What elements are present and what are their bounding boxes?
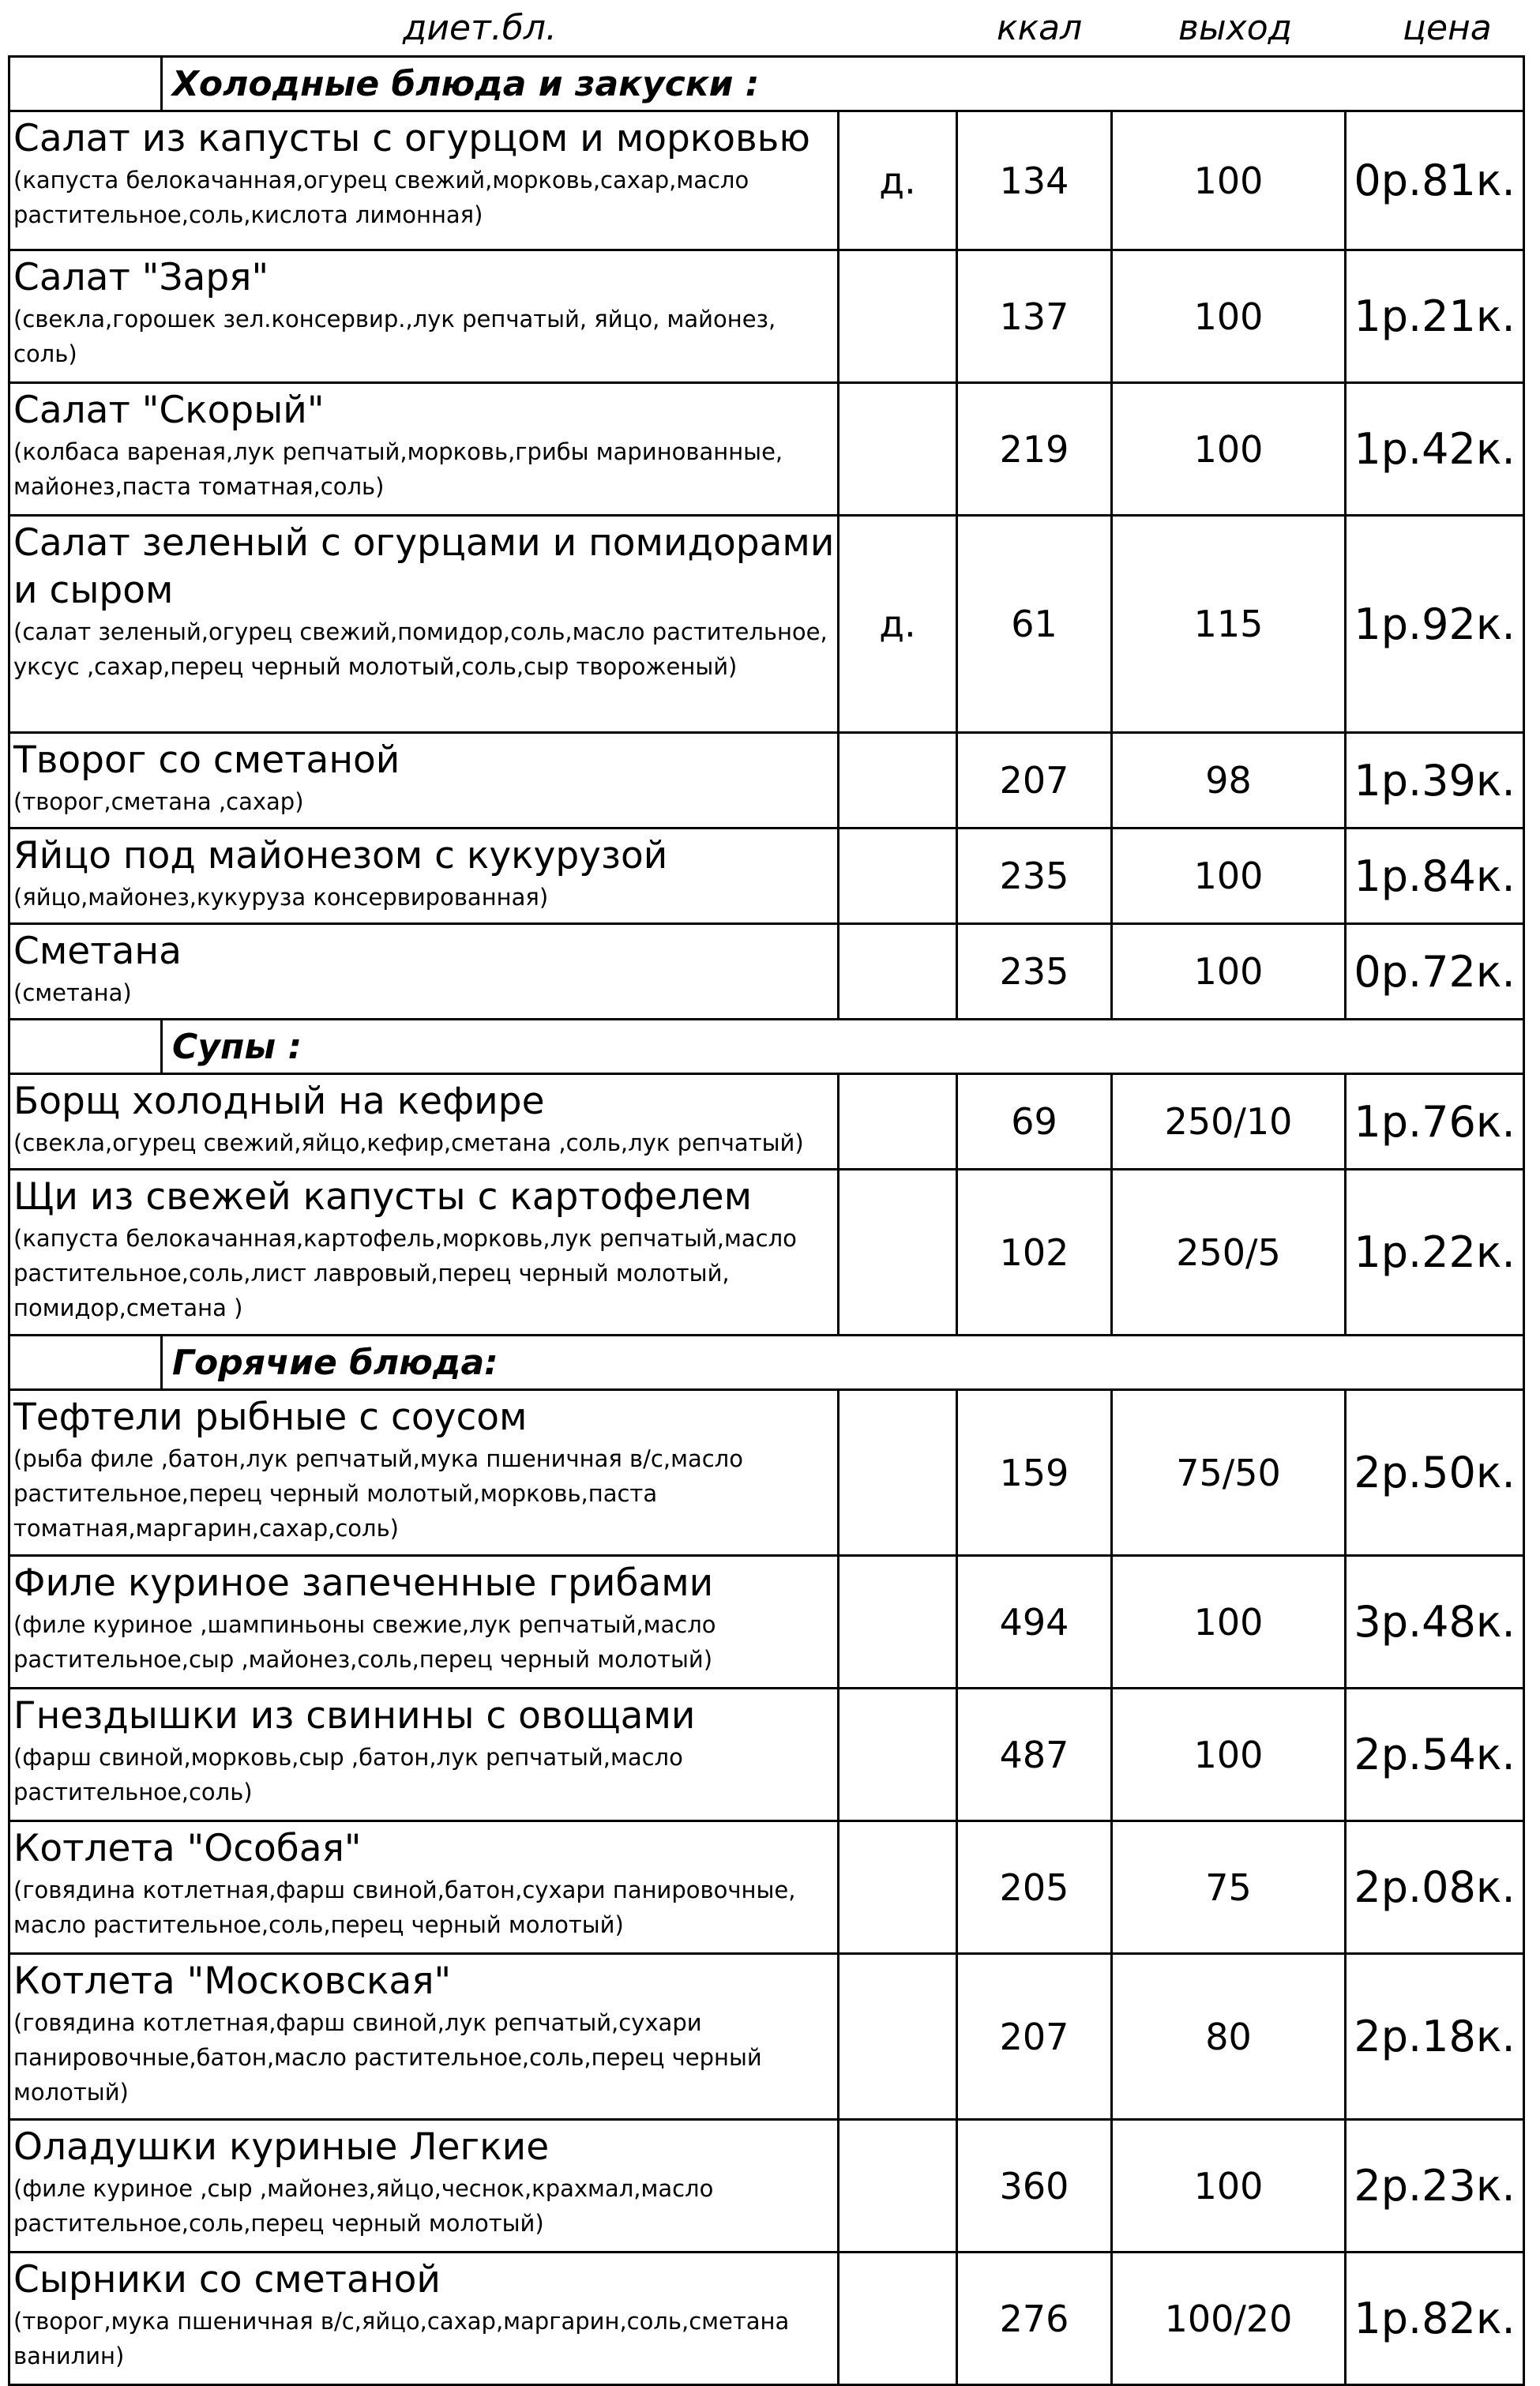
price-cell: 1р.84к. <box>1346 829 1524 924</box>
dish-cell <box>9 1074 839 1170</box>
dish-cell <box>9 1170 839 1336</box>
diet-cell <box>839 1074 957 1170</box>
dish-cell <box>9 733 839 829</box>
kcal-cell: 205 <box>957 1821 1112 1954</box>
diet-cell: д. <box>839 111 957 250</box>
dish-name: Щи из свежей капусты с картофелем <box>13 1175 753 1219</box>
section-row <box>9 57 1524 111</box>
dish-cell <box>9 1689 839 1821</box>
diet-cell <box>839 2120 957 2253</box>
diet-cell <box>839 733 957 829</box>
output-cell: 100 <box>1112 924 1346 1020</box>
diet-cell <box>839 383 957 516</box>
kcal-cell: 61 <box>957 516 1112 733</box>
output-cell: 100 <box>1112 250 1346 383</box>
section-row <box>9 1020 1524 1074</box>
menu-item-row <box>9 1074 1524 1170</box>
kcal-cell: 207 <box>957 733 1112 829</box>
output-cell: 100 <box>1112 829 1346 924</box>
output-cell: 100 <box>1112 383 1346 516</box>
menu-item-row <box>9 111 1524 250</box>
dish-cell <box>9 516 839 733</box>
kcal-cell: 134 <box>957 111 1112 250</box>
dish-cell <box>9 829 839 924</box>
dish-ingredients: (говядина котлетная,фарш свиной,батон,сухари панировочные, масло растительное,соль,перец черный молотый) <box>13 1877 796 1938</box>
dish-name: Салат "Скорый" <box>13 389 325 432</box>
price-cell: 1р.42к. <box>1346 383 1524 516</box>
output-cell: 100 <box>1112 2120 1346 2253</box>
dish-name: Оладушки куриные Легкие <box>13 2125 550 2169</box>
menu-item-row <box>9 829 1524 924</box>
dish-name: Филе куриное запеченные грибами <box>13 1561 714 1605</box>
dish-cell <box>9 1390 839 1556</box>
diet-cell <box>839 1170 957 1336</box>
dish-ingredients: (филе куриное ,шампиньоны свежие,лук репчатый,масло растительное,сыр ,майонез,соль,перец черный молотый) <box>13 1611 716 1673</box>
dish-cell <box>9 2120 839 2253</box>
dish-ingredients: (филе куриное ,сыр ,майонез,яйцо,чеснок,крахмал,масло растительное,соль,перец черный молотый) <box>13 2175 714 2237</box>
dish-cell <box>9 1556 839 1689</box>
output-cell: 98 <box>1112 733 1346 829</box>
header-kcal: ккал <box>997 8 1083 48</box>
price-cell: 1р.76к. <box>1346 1074 1524 1170</box>
kcal-cell: 235 <box>957 924 1112 1020</box>
price-cell: 2р.50к. <box>1346 1390 1524 1556</box>
diet-cell <box>839 1954 957 2120</box>
dish-cell <box>9 2253 839 2385</box>
menu-item-row <box>9 1390 1524 1556</box>
dish-cell <box>9 383 839 516</box>
output-cell: 100 <box>1112 111 1346 250</box>
dish-ingredients: (говядина котлетная,фарш свиной,лук репчатый,сухари панировочные,батон,масло растительное,соль,перец черный молотый) <box>13 2009 762 2106</box>
diet-cell <box>839 1821 957 1954</box>
dish-name: Гнездышки из свинины с овощами <box>13 1694 696 1738</box>
dish-ingredients: (капуста белокачанная,картофель,морковь,лук репчатый,масло растительное,соль,лист лавровый,перец черный молотый, помидор,сметана ) <box>13 1225 797 1321</box>
output-cell: 115 <box>1112 516 1346 733</box>
diet-cell <box>839 1689 957 1821</box>
price-cell: 0р.72к. <box>1346 924 1524 1020</box>
kcal-cell: 235 <box>957 829 1112 924</box>
menu-item-row <box>9 383 1524 516</box>
dish-cell <box>9 1821 839 1954</box>
output-cell: 100 <box>1112 1556 1346 1689</box>
dish-name: Борщ холодный на кефире <box>13 1080 545 1123</box>
dish-name: Салат "Заря" <box>13 256 269 299</box>
dish-cell <box>9 111 839 250</box>
diet-cell <box>839 924 957 1020</box>
dish-ingredients: (яйцо,майонез,кукуруза консервированная) <box>13 884 549 911</box>
dish-cell <box>9 1954 839 2120</box>
kcal-cell: 219 <box>957 383 1112 516</box>
price-cell: 2р.08к. <box>1346 1821 1524 1954</box>
menu-item-row <box>9 1954 1524 2120</box>
price-cell: 2р.54к. <box>1346 1689 1524 1821</box>
dish-ingredients: (рыба филе ,батон,лук репчатый,мука пшеничная в/с,масло растительное,перец черный молотый,морковь,паста томатная,маргарин,сахар,соль) <box>13 1445 743 1542</box>
kcal-cell: 137 <box>957 250 1112 383</box>
output-cell: 100/20 <box>1112 2253 1346 2385</box>
kcal-cell: 159 <box>957 1390 1112 1556</box>
diet-cell <box>839 829 957 924</box>
kcal-cell: 207 <box>957 1954 1112 2120</box>
kcal-cell: 494 <box>957 1556 1112 1689</box>
menu-item-row <box>9 733 1524 829</box>
price-cell: 2р.18к. <box>1346 1954 1524 2120</box>
kcal-cell: 360 <box>957 2120 1112 2253</box>
output-cell: 75 <box>1112 1821 1346 1954</box>
section-row <box>9 1336 1524 1390</box>
price-cell: 0р.81к. <box>1346 111 1524 250</box>
header-price: цена <box>1403 8 1492 48</box>
dish-ingredients: (колбаса вареная,лук репчатый,морковь,грибы маринованные, майонез,паста томатная,соль) <box>13 438 783 500</box>
dish-ingredients: (творог,мука пшеничная в/с,яйцо,сахар,маргарин,соль,сметана ванилин) <box>13 2308 790 2369</box>
menu-item-row <box>9 516 1524 733</box>
dish-name: Тефтели рыбные с соусом <box>13 1396 528 1439</box>
dish-ingredients: (сметана) <box>13 979 132 1006</box>
kcal-cell: 102 <box>957 1170 1112 1336</box>
menu-item-row <box>9 2253 1524 2385</box>
header-diet: диет.бл. <box>403 8 557 48</box>
menu-item-row <box>9 924 1524 1020</box>
diet-cell <box>839 250 957 383</box>
dish-ingredients: (свекла,горошек зел.консервир.,лук репчатый, яйцо, майонез, соль) <box>13 306 776 367</box>
dish-ingredients: (свекла,огурец свежий,яйцо,кефир,сметана ,соль,лук репчатый) <box>13 1129 804 1156</box>
price-cell: 2р.23к. <box>1346 2120 1524 2253</box>
price-cell: 1р.92к. <box>1346 516 1524 733</box>
output-cell: 250/10 <box>1112 1074 1346 1170</box>
diet-cell <box>839 2253 957 2385</box>
kcal-cell: 276 <box>957 2253 1112 2385</box>
menu-item-row <box>9 1821 1524 1954</box>
menu-table <box>8 55 1525 2386</box>
section-title: Холодные блюда и закуски : <box>172 63 760 104</box>
output-cell: 250/5 <box>1112 1170 1346 1336</box>
dish-ingredients: (творог,сметана ,сахар) <box>13 788 304 815</box>
dish-cell <box>9 250 839 383</box>
price-cell: 1р.82к. <box>1346 2253 1524 2385</box>
dish-name: Котлета "Московская" <box>13 1960 452 2003</box>
dish-name: Котлета "Особая" <box>13 1827 362 1870</box>
dish-name: Творог со сметаной <box>13 738 400 782</box>
price-cell: 1р.22к. <box>1346 1170 1524 1336</box>
menu-item-row <box>9 1170 1524 1336</box>
menu-item-row <box>9 2120 1524 2253</box>
diet-cell <box>839 1556 957 1689</box>
column-headers <box>0 0 1540 55</box>
menu-item-row <box>9 250 1524 383</box>
dish-ingredients: (салат зеленый,огурец свежий,помидор,соль,масло растительное, уксус ,сахар,перец черный молотый,соль,сыр твороженый) <box>13 618 828 680</box>
menu-item-row <box>9 1689 1524 1821</box>
dish-cell <box>9 924 839 1020</box>
output-cell: 75/50 <box>1112 1390 1346 1556</box>
header-output: выход <box>1178 8 1293 48</box>
dish-name: Салат зеленый с огурцами и помидорами и сыром <box>13 521 835 612</box>
output-cell: 80 <box>1112 1954 1346 2120</box>
dish-name: Салат из капусты с огурцом и морковью <box>13 117 810 160</box>
section-title: Горячие блюда: <box>172 1342 498 1383</box>
diet-cell: д. <box>839 516 957 733</box>
diet-cell <box>839 1390 957 1556</box>
price-cell: 1р.39к. <box>1346 733 1524 829</box>
dish-name: Сметана <box>13 930 182 973</box>
kcal-cell: 69 <box>957 1074 1112 1170</box>
dish-name: Сырники со сметаной <box>13 2258 441 2301</box>
price-cell: 3р.48к. <box>1346 1556 1524 1689</box>
dish-name: Яйцо под майонезом с кукурузой <box>13 834 668 877</box>
output-cell: 100 <box>1112 1689 1346 1821</box>
dish-ingredients: (фарш свиной,морковь,сыр ,батон,лук репчатый,масло растительное,соль) <box>13 1744 683 1805</box>
dish-ingredients: (капуста белокачанная,огурец свежий,морковь,сахар,масло растительное,соль,кислота лимонная) <box>13 167 749 228</box>
menu-item-row <box>9 1556 1524 1689</box>
price-cell: 1р.21к. <box>1346 250 1524 383</box>
kcal-cell: 487 <box>957 1689 1112 1821</box>
section-title: Супы : <box>172 1026 302 1067</box>
